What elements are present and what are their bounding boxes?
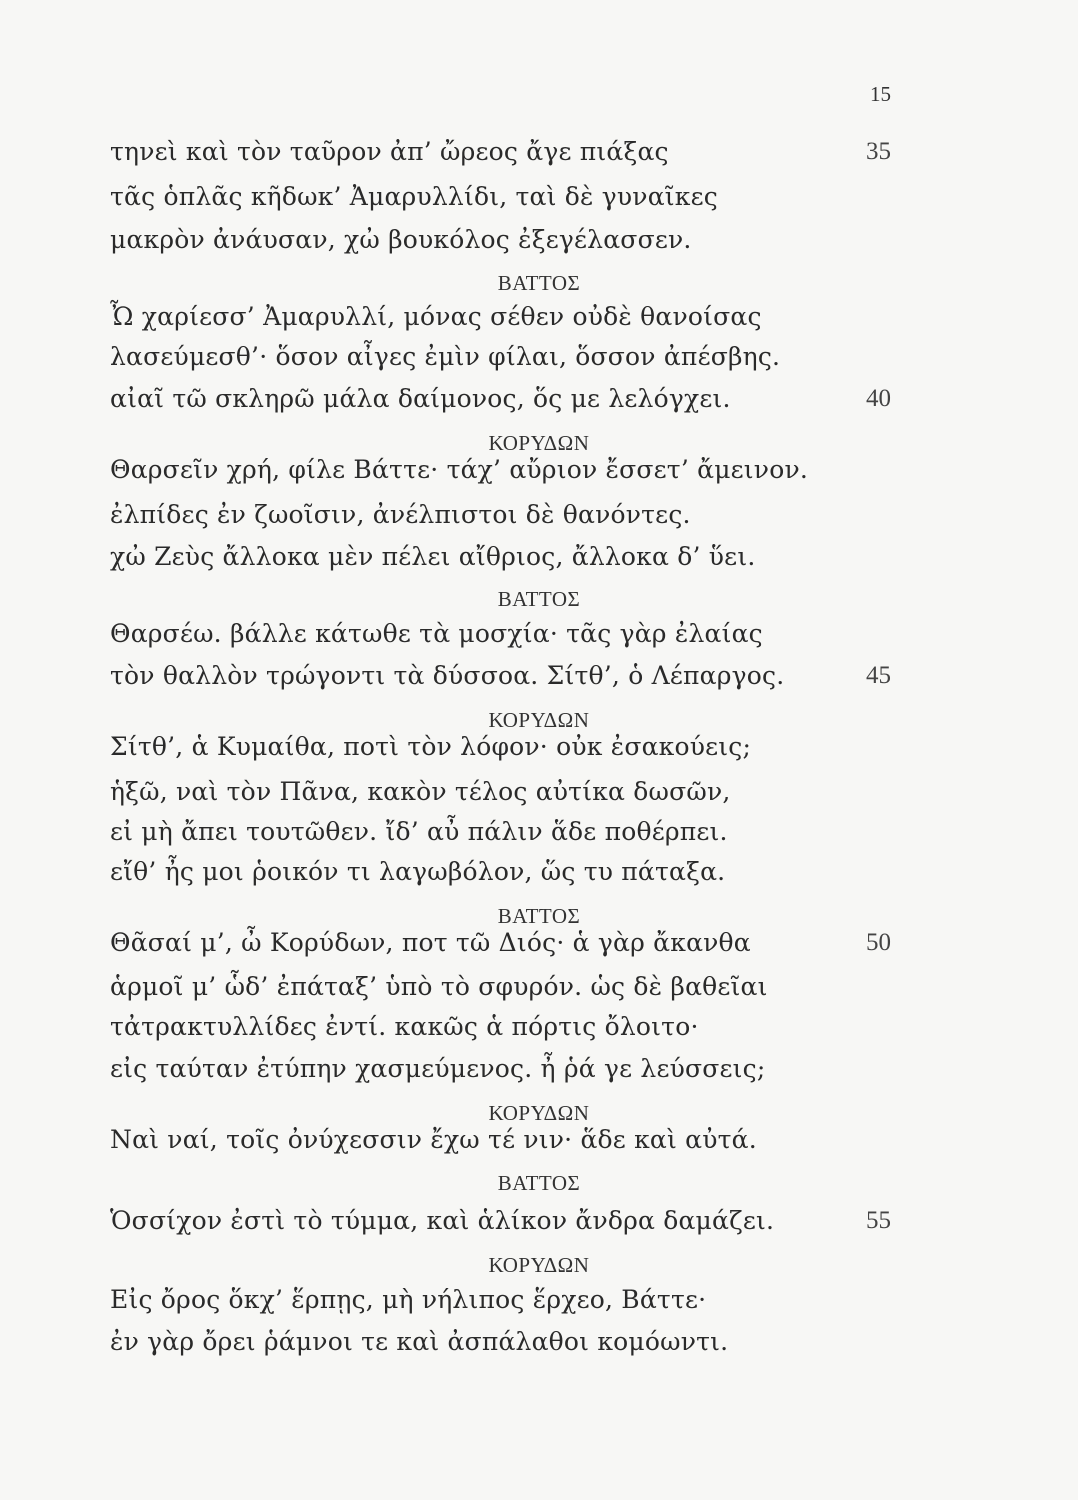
verse-line: Ὁσσίχον ἐστὶ τὸ τύμμα, καὶ ἁλίκον ἄνδρα δαμάζει.: [110, 1206, 775, 1235]
verse-line: εἰ μὴ ἄπει τουτῶθεν. ἴδ’ αὖ πάλιν ἅδε ποθέρπει.: [110, 817, 728, 846]
speaker-heading: ΚΟΡΥΔΩΝ: [488, 1101, 590, 1125]
verse-line: αἰαῖ τῶ σκληρῶ μάλα δαίμονος, ὅς με λελόγχει.: [110, 384, 731, 413]
line-number: 50: [866, 929, 891, 956]
verse-line: ἁρμοῖ μ’ ὧδ’ ἐπάταξ’ ὑπὸ τὸ σφυρόν. ὡς δὲ βαθεῖαι: [110, 972, 768, 1001]
speaker-heading: ΚΟΡΥΔΩΝ: [488, 1253, 590, 1277]
speaker-heading: ΒΑΤΤΟΣ: [497, 1171, 581, 1195]
line-number: 45: [866, 662, 891, 689]
verse-line: Θᾶσαί μ’, ὦ Κορύδων, ποτ τῶ Διός· ἁ γὰρ ἄκανθα: [110, 928, 751, 957]
speaker-heading: ΒΑΤΤΟΣ: [497, 271, 581, 295]
verse-line: ἐλπίδες ἐν ζωοῖσιν, ἀνέλπιστοι δὲ θανόντες.: [110, 500, 691, 529]
verse-line: χὠ Ζεὺς ἄλλοκα μὲν πέλει αἴθριος, ἄλλοκα δ’ ὕει.: [110, 542, 756, 571]
verse-line: Εἰς ὄρος ὅκχ’ ἕρπῃς, μὴ νήλιπος ἕρχεο, Βάττε·: [110, 1285, 707, 1314]
speaker-heading: ΚΟΡΥΔΩΝ: [488, 431, 590, 455]
verse-line: τἀτρακτυλλίδες ἐντί. κακῶς ἁ πόρτις ὄλοιτο·: [110, 1012, 699, 1041]
line-number: 40: [866, 385, 891, 412]
verse-line: μακρὸν ἀνάυσαν, χὠ βουκόλος ἐξεγέλασσεν.: [110, 225, 692, 254]
speaker-heading: ΒΑΤΤΟΣ: [497, 587, 581, 611]
verse-line: τᾶς ὁπλᾶς κῆδωκ’ Ἀμαρυλλίδι, ταὶ δὲ γυναῖκες: [110, 182, 718, 211]
verse-line: τηνεὶ καὶ τὸν ταῦρον ἀπ’ ὤρεος ἄγε πιάξας: [110, 137, 669, 166]
verse-line: εἰς ταύταν ἐτύπην χασμεύμενος. ἦ ῥά γε λεύσσεις;: [110, 1054, 766, 1083]
verse-line: ἡξῶ, ναὶ τὸν Πᾶνα, κακὸν τέλος αὐτίκα δωσῶν,: [110, 777, 731, 806]
verse-line: ἐν γὰρ ὄρει ῥάμνοι τε καὶ ἀσπάλαθοι κομόωντι.: [110, 1327, 729, 1356]
verse-line: Θαρσέω. βάλλε κάτωθε τὰ μοσχία· τᾶς γὰρ ἐλαίας: [110, 619, 763, 648]
verse-line: Θαρσεῖν χρή, φίλε Βάττε· τάχ’ αὔριον ἔσσετ’ ἄμεινον.: [110, 455, 808, 484]
line-number: 55: [866, 1207, 891, 1234]
page-number: 15: [870, 82, 891, 106]
verse-line: Ὦ χαρίεσσ’ Ἀμαρυλλί, μόνας σέθεν οὐδὲ θανοίσας: [110, 302, 762, 331]
verse-line: εἴθ’ ἦς μοι ῥοικόν τι λαγωβόλον, ὥς τυ πάταξα.: [110, 857, 726, 886]
verse-line: τὸν θαλλὸν τρώγοντι τὰ δύσσοα. Σίτθ’, ὁ Λέπαργος.: [110, 661, 785, 690]
verse-line: Ναὶ ναί, τοῖς ὀνύχεσσιν ἔχω τέ νιν· ἅδε καὶ αὐτά.: [110, 1125, 757, 1154]
line-number: 35: [866, 138, 891, 165]
speaker-heading: ΚΟΡΥΔΩΝ: [488, 708, 590, 732]
verse-line: Σίτθ’, ἁ Κυμαίθα, ποτὶ τὸν λόφον· οὐκ ἐσακούεις;: [110, 732, 752, 761]
speaker-heading: ΒΑΤΤΟΣ: [497, 904, 581, 928]
verse-line: λασεύμεσθ’· ὅσον αἶγες ἐμὶν φίλαι, ὅσσον ἀπέσβης.: [110, 342, 781, 371]
